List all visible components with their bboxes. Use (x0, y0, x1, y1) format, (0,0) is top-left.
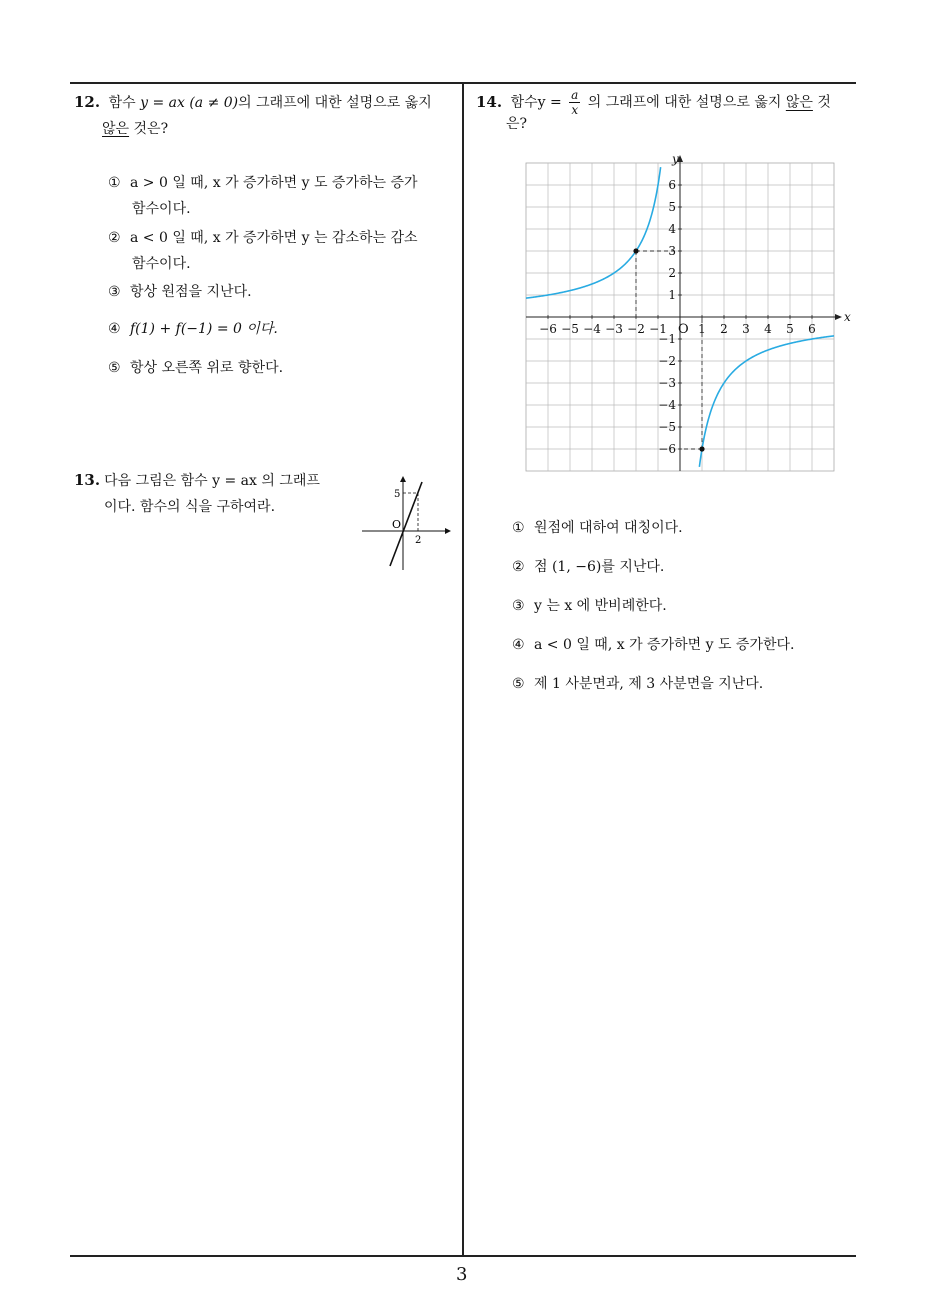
question-number: 13. (74, 471, 101, 489)
q14-option-1[interactable] (512, 515, 892, 541)
q12-text-b: 의 그래프에 대한 설명으로 옳지 (238, 95, 432, 111)
q12-option-2[interactable] (108, 225, 458, 277)
y-tick-label: 2 (668, 266, 676, 280)
option-text: 항상 오른쪽 위로 향한다. (130, 360, 284, 376)
option-text: a > 0 일 때, x 가 증가하면 y 도 증가하는 증가 (130, 175, 418, 191)
q14-fraction (569, 88, 580, 117)
option-mark: ⑤ (512, 676, 525, 692)
question-number: 14. (476, 92, 503, 111)
q14-text-c: 것 (817, 94, 831, 111)
x-tick-label: −4 (583, 322, 601, 336)
option-mark: ① (108, 175, 121, 191)
option-text: 제 1 사분면과, 제 3 사분면을 지난다. (534, 676, 764, 692)
x-axis-arrow (835, 314, 842, 320)
option-text: a < 0 일 때, x 가 증가하면 y 는 감소하는 감소 (130, 230, 418, 246)
y-tick-label: −6 (658, 442, 676, 456)
y-tick-label: 5 (668, 200, 676, 214)
tick-label-x: 2 (415, 535, 422, 546)
q12-formula: y = ax (140, 95, 185, 111)
x-tick-label: 1 (698, 322, 706, 336)
q12-text-a: 함수 (108, 95, 136, 111)
x-tick-label: −1 (649, 322, 667, 336)
option-text: y 는 x 에 반비례한다. (534, 598, 667, 614)
question-13 (74, 467, 364, 520)
marked-point (633, 248, 638, 253)
q14-line2: 은? (506, 116, 528, 132)
x-tick-label: 2 (720, 322, 728, 336)
y-tick-label: −1 (658, 332, 676, 346)
x-tick-label: 6 (808, 322, 816, 336)
q13-graph (360, 472, 456, 572)
option-mark: ② (108, 230, 121, 246)
q14-option-5[interactable] (512, 671, 892, 697)
y-tick-label: −4 (658, 398, 676, 412)
q14-underlined: 않은 (785, 94, 813, 111)
option-mark: ③ (512, 598, 525, 614)
option-text: 원점에 대하여 대칭이다. (534, 520, 683, 536)
origin-label: O (678, 322, 689, 337)
x-tick-label: −5 (561, 322, 579, 336)
y-tick-label: −5 (658, 420, 676, 434)
option-text: 항상 원점을 지난다. (130, 284, 252, 300)
curve-branch-left (526, 167, 661, 298)
curve-branch-right (699, 336, 834, 467)
x-axis-label: x (844, 310, 851, 324)
option-text-2: 함수이다. (132, 201, 191, 217)
option-mark: ④ (108, 321, 121, 337)
q12-underlined: 않은 (102, 121, 130, 137)
q12-line1 (74, 89, 458, 116)
x-tick-label: −3 (605, 322, 623, 336)
tick-label-y: 5 (394, 489, 401, 500)
option-mark: ③ (108, 284, 121, 300)
column-divider (462, 82, 464, 1256)
option-mark: ① (512, 520, 525, 536)
page-number: 3 (456, 1264, 468, 1285)
option-mark: ② (512, 559, 525, 575)
option-mark: ④ (512, 637, 525, 653)
x-tick-label: 4 (764, 322, 772, 336)
q14-option-3[interactable] (512, 593, 892, 619)
option-text: f(1) + f(−1) = 0 이다. (130, 321, 278, 337)
q12-option-4[interactable] (108, 316, 458, 342)
y-tick-label: 1 (668, 288, 676, 302)
option-text-2: 함수이다. (132, 256, 191, 272)
y-tick-label: 4 (668, 222, 676, 236)
q12-condition: (a ≠ 0) (189, 95, 239, 111)
q14-option-4[interactable] (512, 632, 892, 658)
q14-graph (518, 152, 851, 480)
q13-line2: 이다. 함수의 식을 구하여라. (104, 499, 276, 515)
x-tick-label: −6 (539, 322, 557, 336)
option-mark: ⑤ (108, 360, 121, 376)
q12-line2 (74, 116, 458, 142)
q12-text-c: 것은? (133, 121, 169, 137)
y-tick-label: 3 (668, 244, 676, 258)
y-tick-label: 6 (668, 178, 676, 192)
q13-line1: 다음 그림은 함수 y = ax 의 그래프 (104, 473, 320, 489)
y-tick-label: −2 (658, 354, 676, 368)
option-text: a < 0 일 때, x 가 증가하면 y 도 증가한다. (534, 637, 795, 653)
x-tick-label: −2 (627, 322, 645, 336)
question-12 (74, 89, 458, 142)
origin-label: O (392, 518, 402, 531)
fraction-denominator: x (571, 103, 579, 117)
marked-point (699, 446, 704, 451)
q14-option-2[interactable] (512, 554, 892, 580)
q12-option-3[interactable] (108, 279, 458, 305)
question-14 (476, 88, 866, 137)
y-tick-label: −3 (658, 376, 676, 390)
q12-option-1[interactable] (108, 170, 458, 222)
fraction-numerator: a (571, 88, 579, 102)
q14-text-a: 함수y = (510, 94, 562, 111)
y-axis-label: y (672, 152, 679, 166)
x-tick-label: 3 (742, 322, 750, 336)
x-tick-label: 5 (786, 322, 794, 336)
q12-option-5[interactable] (108, 355, 458, 381)
question-number: 12. (74, 93, 101, 111)
option-text: 점 (1, −6)를 지난다. (534, 559, 665, 575)
q14-text-b: 의 그래프에 대한 설명으로 옳지 (587, 94, 782, 111)
